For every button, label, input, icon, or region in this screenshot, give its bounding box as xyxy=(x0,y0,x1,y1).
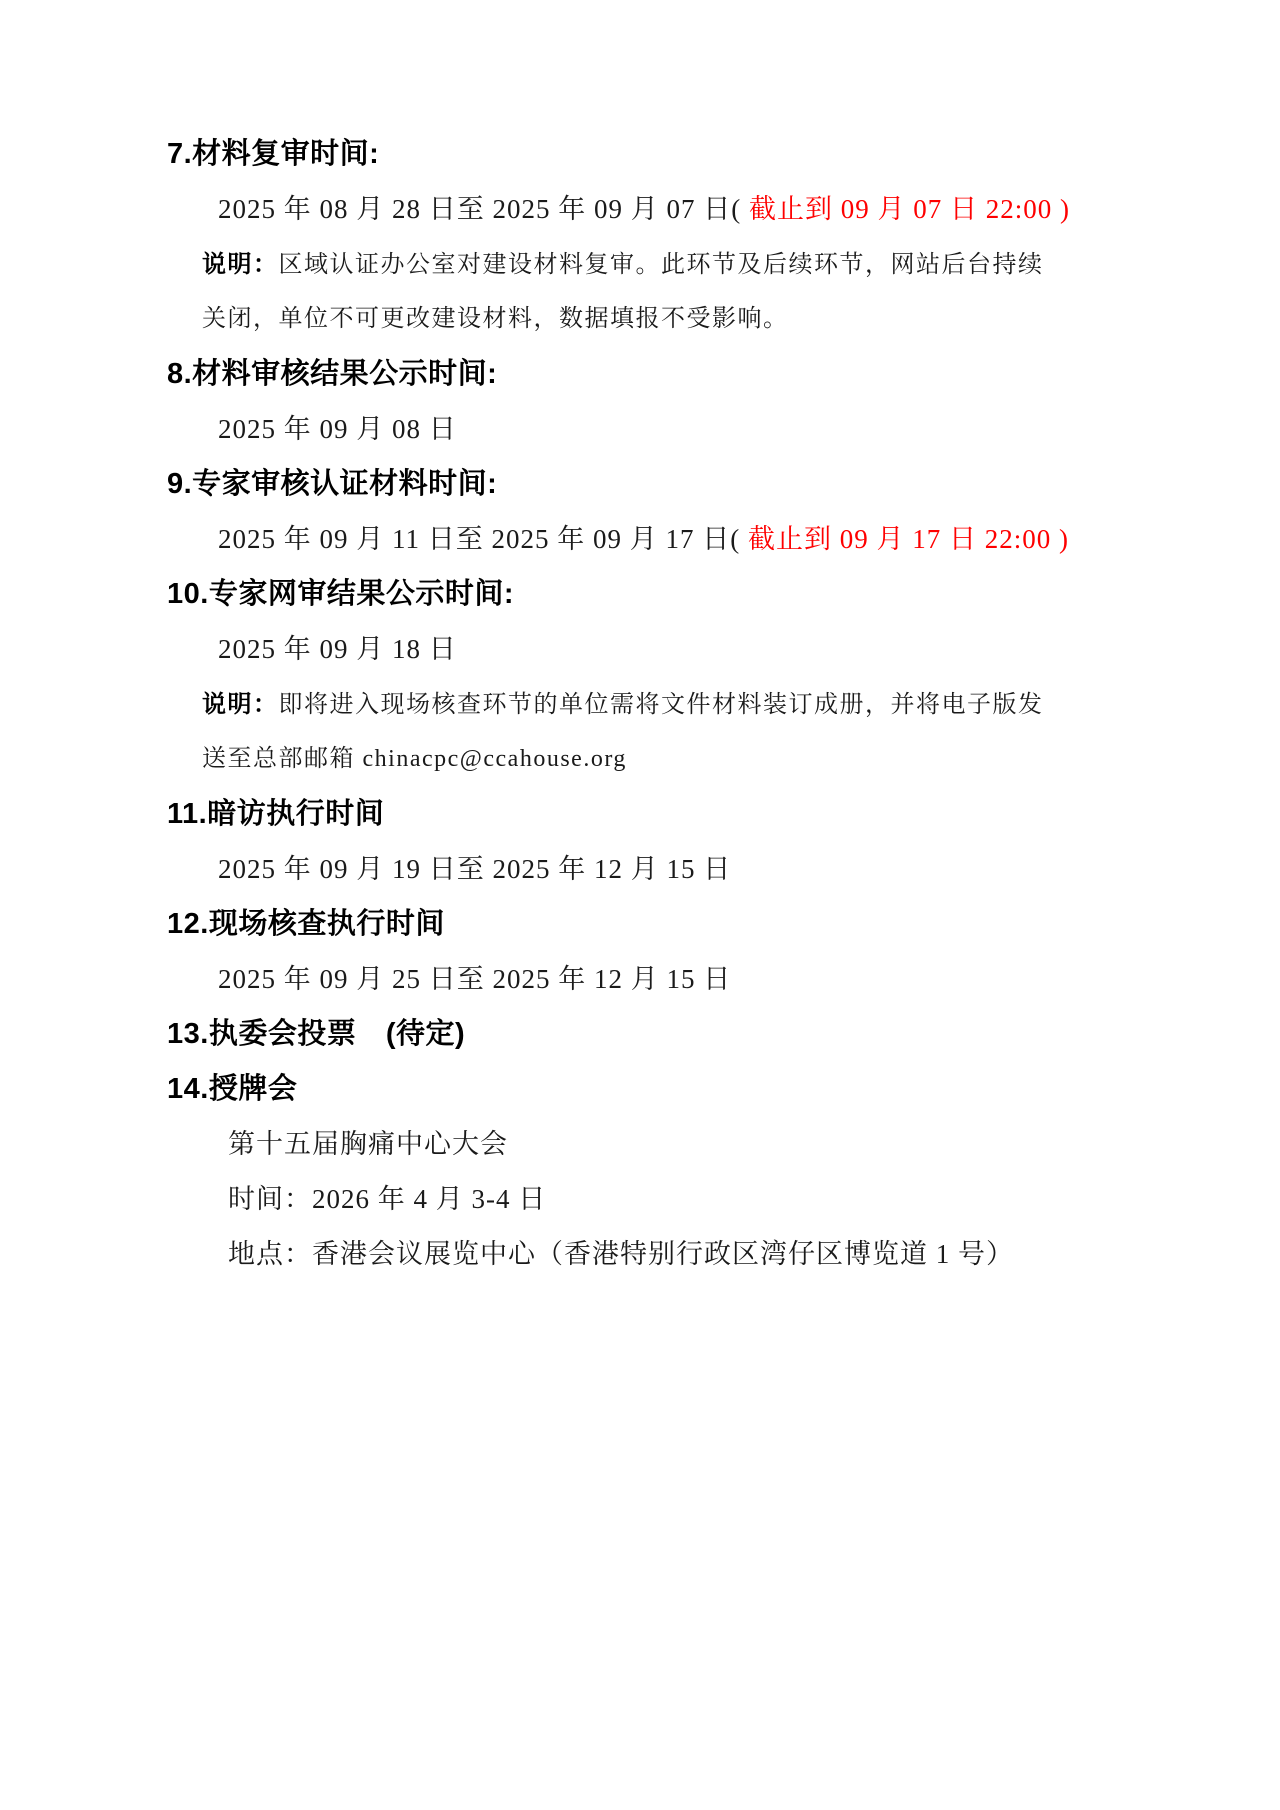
section-7-heading: 7.材料复审时间: xyxy=(167,138,380,170)
section-9-date-range: 2025 年 09 月 11 日至 2025 年 09 月 17 日( xyxy=(218,524,741,554)
section-8-date: 2025 年 09 月 08 日 xyxy=(218,414,457,444)
section-11-date-line xyxy=(218,842,1220,897)
section-7-note-text-2: 关闭，单位不可更改建设材料，数据填报不受影响。 xyxy=(202,306,789,332)
section-9-date-line xyxy=(218,512,1220,567)
section-12-date: 2025 年 09 月 25 日至 2025 年 12 月 15 日 xyxy=(218,964,732,994)
section-10-note-line-1 xyxy=(202,677,1220,732)
section-14-heading: 14.授牌会 xyxy=(167,1073,298,1105)
note-label: 说明： xyxy=(202,251,279,278)
section-10-heading: 10.专家网审结果公示时间: xyxy=(167,578,514,610)
section-7-date-line xyxy=(218,182,1220,237)
section-8-heading: 8.材料审核结果公示时间: xyxy=(167,358,498,390)
section-9-deadline-text: 截止到 09 月 17 日 22:00 ) xyxy=(740,524,1069,554)
section-13-heading: 13.执委会投票 (待定) xyxy=(167,1018,466,1050)
section-10-note-text-1: 即将进入现场核查环节的单位需将文件材料装订成册，并将电子版发 xyxy=(278,692,1044,718)
section-7-date-range: 2025 年 08 月 28 日至 2025 年 09 月 07 日( xyxy=(218,194,742,224)
section-11-date: 2025 年 09 月 19 日至 2025 年 12 月 15 日 xyxy=(218,854,732,884)
section-7-note-text-1: 区域认证办公室对建设材料复审。此环节及后续环节，网站后台持续 xyxy=(278,252,1044,278)
section-7-deadline-text: 截止到 09 月 07 日 22:00 ) xyxy=(741,194,1070,224)
section-7-note-line-2 xyxy=(202,292,1220,347)
note-label: 说明： xyxy=(202,691,279,718)
section-10-note-line-2 xyxy=(202,732,1220,787)
section-12-date-line xyxy=(218,952,1220,1007)
section-10-date: 2025 年 09 月 18 日 xyxy=(218,634,457,664)
section-12-heading: 12.现场核查执行时间 xyxy=(167,908,445,940)
section-14-conference-location: 地点：香港会议展览中心（香港特别行政区湾仔区博览道 1 号） xyxy=(228,1239,1014,1269)
section-11-heading: 11.暗访执行时间 xyxy=(167,798,385,830)
section-8-date-line xyxy=(218,402,1220,457)
section-7-note-line-1 xyxy=(202,237,1220,292)
section-14-conference-time: 时间：2026 年 4 月 3-4 日 xyxy=(228,1184,547,1214)
section-9-heading: 9.专家审核认证材料时间: xyxy=(167,468,498,500)
section-10-note-text-2: 送至总部邮箱 chinacpc@ccahouse.org xyxy=(202,746,627,772)
section-14-conference-name: 第十五届胸痛中心大会 xyxy=(228,1129,508,1159)
section-10-date-line xyxy=(218,622,1220,677)
